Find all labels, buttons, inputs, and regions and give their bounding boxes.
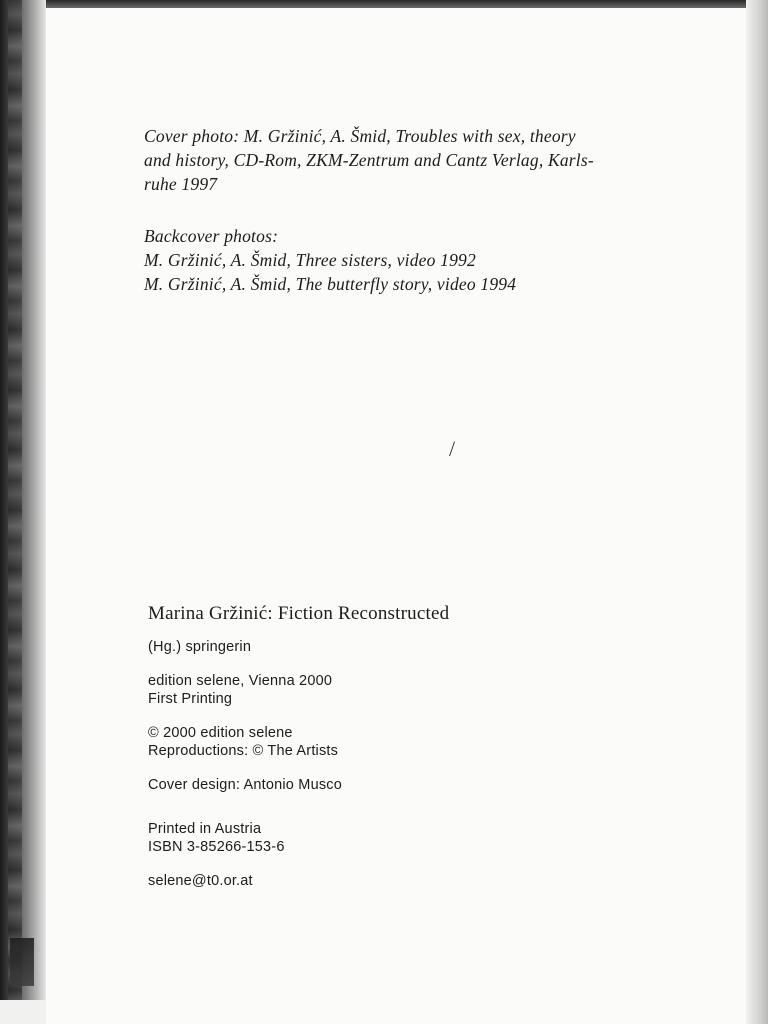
editor-block — [148, 638, 708, 656]
scan-top-edge — [0, 0, 768, 8]
credits-line: ruhe 1997 — [144, 174, 218, 194]
publisher-block — [148, 672, 708, 708]
printed-in-line: Printed in Austria — [148, 821, 262, 837]
cover-design-line: Cover design: Antonio Musco — [148, 777, 343, 793]
book-title: Marina Gržinić: Fiction Reconstructed — [148, 603, 450, 624]
editor-line: (Hg.) springerin — [148, 639, 252, 655]
copyright-block — [148, 724, 708, 760]
printing-info-block — [148, 820, 708, 856]
backcover-line: M. Gržinić, A. Šmid, The butterfly story, video 1994 — [144, 274, 517, 294]
isbn-line: ISBN 3-85266-153-6 — [148, 839, 285, 855]
cover-photo-credits — [144, 124, 724, 196]
book-spine-texture — [8, 0, 22, 1024]
publisher-line: edition selene, Vienna 2000 — [148, 673, 333, 689]
email-block — [148, 872, 708, 890]
email-line: selene@t0.or.at — [148, 873, 253, 889]
reproductions-line: Reproductions: © The Artists — [148, 743, 339, 759]
page-right-edge-shadow — [746, 0, 768, 1024]
scan-bottom-margin — [0, 1000, 46, 1024]
credits-line: Cover photo: M. Gržinić, A. Šmid, Troubles with sex, theory — [144, 126, 576, 146]
cover-design-block — [148, 776, 708, 794]
book-spine-shadow — [0, 0, 46, 1024]
spine-binding-mark — [10, 938, 34, 986]
backcover-line: M. Gržinić, A. Šmid, Three sisters, video 1992 — [144, 250, 476, 270]
credits-line: and history, CD-Rom, ZKM-Zentrum and Cantz Verlag, Karls- — [144, 150, 594, 170]
backcover-photo-credits — [144, 224, 724, 296]
backcover-heading: Backcover photos: — [144, 226, 279, 246]
imprint-block — [148, 602, 708, 906]
copyright-line: © 2000 edition selene — [148, 725, 293, 741]
pencil-mark: / — [449, 436, 456, 461]
printing-line: First Printing — [148, 691, 233, 707]
